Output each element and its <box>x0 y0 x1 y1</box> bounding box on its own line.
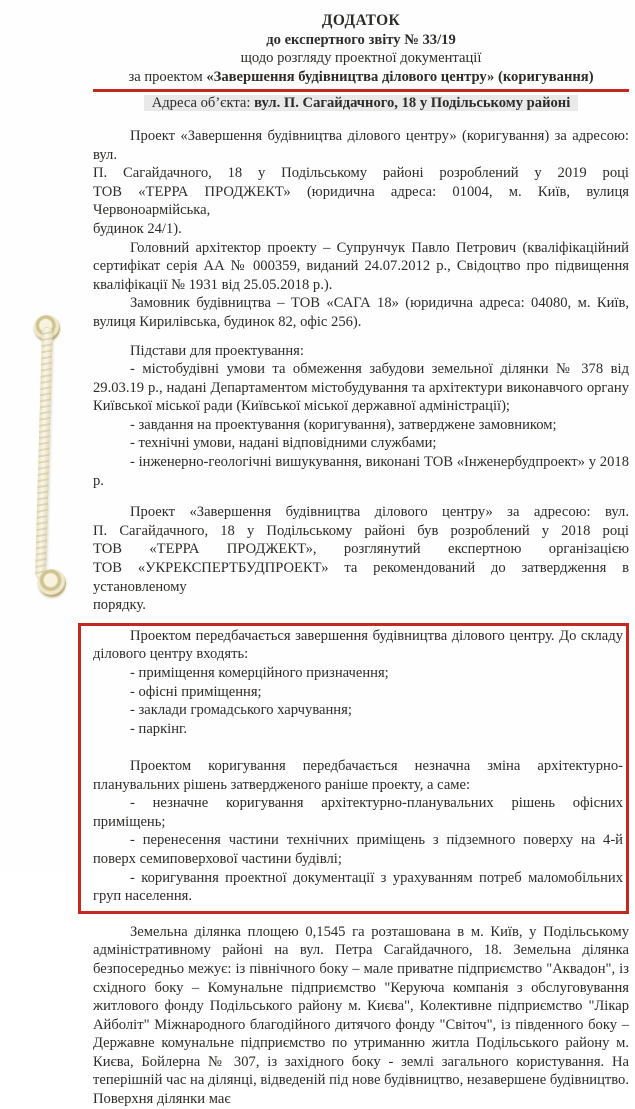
fastener-grommet-bottom-icon <box>38 569 66 597</box>
document-title: ДОДАТОК <box>321 12 401 29</box>
paragraph-chief-architect: Головний архітектор проекту – Супрунчук Павло Петрович (кваліфікаційний сертифікат серія АА № 000359, виданий 24.07.2012 р., Свідоцтво про підвищення кваліфікації № 1931 від 25.05.2018 р.). <box>93 239 629 293</box>
address-value: вул. П. Сагайдачного, 18 у Подільському районі <box>254 95 571 112</box>
boxed-paragraph-adjustment: Проектом коригування передбачається незначна зміна архітектурно-планувальних рішень затвердженого раніше проекту, а саме: <box>93 757 623 793</box>
project-prefix: за проектом <box>128 68 207 85</box>
boxed-item: - паркінг. <box>130 720 188 737</box>
paragraph-project-2018 <box>93 503 629 615</box>
text-line: будинок 24/1). <box>93 220 182 237</box>
report-number-line: до експертного звіту № 33/19 <box>266 31 456 48</box>
grounds-item: - містобудівні умови та обмеження забудови земельної ділянки № 378 від 29.03.19 р., надані Департаментом містобудування та архітектури виконавчого органу Київської міської ради (Київської міської державної адміністрації); <box>93 361 629 415</box>
text-line: П. Сагайдачного, 18 у Подільському районі був розроблений у 2018 році <box>93 522 629 539</box>
text-line: П. Сагайдачного, 18 у Подільському районі розроблений у 2019 році <box>93 165 629 182</box>
grounds-item: - технічні умови, надані відповідними службами; <box>130 435 437 452</box>
text-line: ТОВ «ТЕРРА ПРОДЖЕКТ» (юридична адреса: 01004, м. Київ, вулиця Червоноармійська, <box>93 183 629 219</box>
grounds-item: - інженерно-геологічні вишукування, виконані ТОВ «Інженербудпроект» у 2018 р. <box>93 454 629 489</box>
paragraph-land-plot: Земельна ділянка площею 0,1545 га розташована в м. Київ, у Подільському адміністративному районі на вул. Петра Сагайдачного, 18. Земельна ділянка безпосередньо межує: із північного боку – мале приватне підприємство "Аквадон", із східного боку – Комунальне підприємство "Керуюча компанія з обслуговування житлового фонду Подільського району м. Києва", Колективне підприємство "Лікар Айболіт" Міжнародного благодійного дитячого фонду "Світоч", із південного боку – Державне комунальне підприємство по утриманню житла Подільського району м. Києва, Бойлерна № 307, із західного боку - землі загального користування. На теперішній час на ділянці, відведеній під нове будівництво, незавершене будівництво. Поверхня ділянки має <box>93 923 629 1108</box>
text-line: ТОВ «ТЕРРА ПРОДЖЕКТ», розглянутий експертною організацією <box>93 541 629 558</box>
boxed-item: - перенесення частини технічних приміщень з підземного поверху на 4-й поверх семиповерхової частини будівлі; <box>93 832 623 867</box>
blank-line <box>93 738 623 757</box>
boxed-item: - офісні приміщення; <box>130 683 262 700</box>
red-annotation-box <box>78 623 629 914</box>
text-line: порядку. <box>93 597 146 614</box>
document-content <box>93 12 629 1109</box>
address-label: Адреса об’єкта: <box>151 95 255 112</box>
address-highlight <box>144 95 579 111</box>
boxed-item: - незначне коригування архітектурно-планувальних рішень офісних приміщень; <box>93 795 623 830</box>
grounds-title: Підстави для проектування: <box>130 342 304 359</box>
boxed-item: - приміщення комерційного призначення; <box>130 665 389 681</box>
text-line: Проект «Завершення будівництва ділового центру» (коригування) за адресою: вул. <box>93 127 629 163</box>
boxed-item: - коригування проектної документації з урахуванням потреб маломобільних груп населення. <box>93 869 623 905</box>
boxed-paragraph-composition: Проектом передбачається завершення будівництва ділового центру. До складу ділового центру входять: <box>93 627 623 663</box>
review-subject-line: щодо розгляду проектної документації <box>240 50 482 67</box>
project-name: «Завершення будівництва ділового центру» (коригування) <box>206 68 594 85</box>
project-title-line-red-underlined <box>93 68 629 93</box>
grounds-item: - завдання на проектування (коригування), затверджене замовником; <box>130 416 557 433</box>
paragraph-customer: Замовник будівництва – ТОВ «САГА 18» (юридична адреса: 04080, м. Київ, вулиця Кирилівська, будинок 82, офіс 256). <box>93 295 629 330</box>
boxed-item: - заклади громадського харчування; <box>130 702 352 719</box>
binding-string-icon <box>35 327 53 579</box>
paragraph-project-2019 <box>93 127 629 239</box>
object-address-line <box>93 94 629 113</box>
text-line: ТОВ «УКРЕКСПЕРТБУДПРОЕКТ» та рекомендований до затвердження в установленому <box>93 560 629 595</box>
text-line: Проект «Завершення будівництва ділового центру» за адресою: вул. <box>130 504 629 521</box>
